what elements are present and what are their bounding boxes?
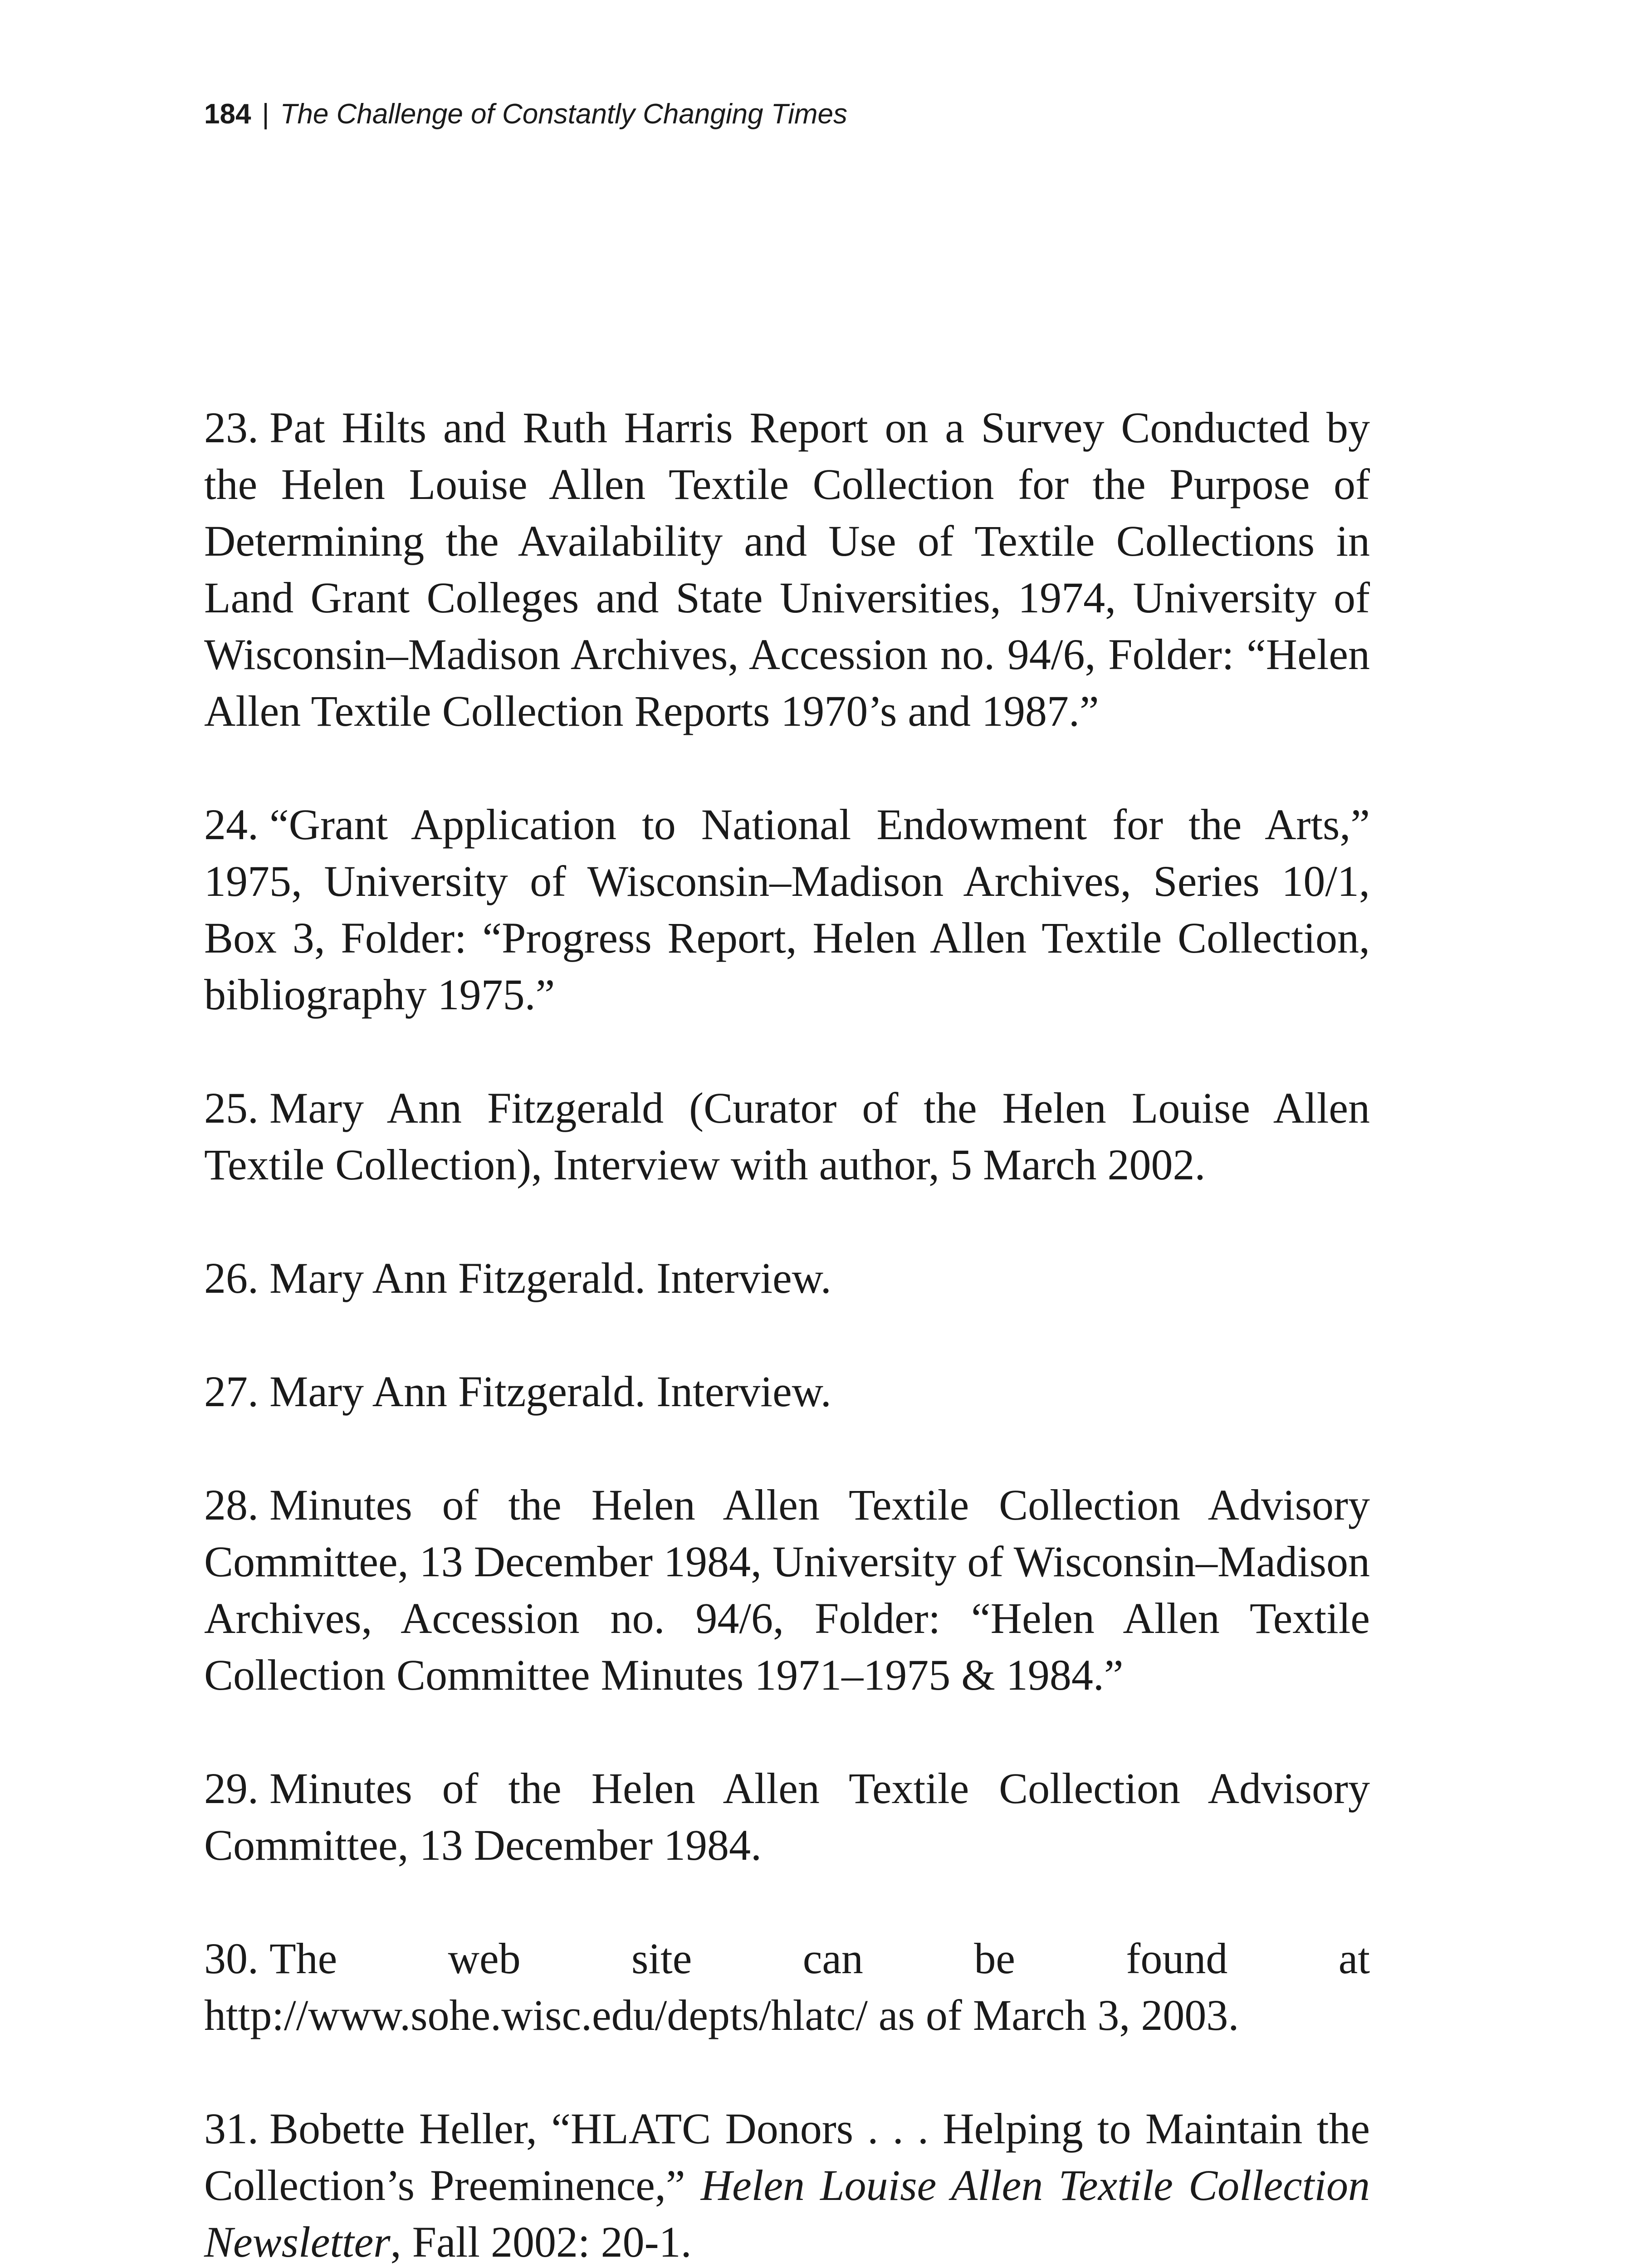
endnote-25 bbox=[204, 1080, 1370, 1193]
endnotes-list bbox=[204, 399, 1370, 2268]
endnote-30 bbox=[204, 1930, 1370, 2043]
endnote-28 bbox=[204, 1476, 1370, 1703]
endnote-number: 24. bbox=[204, 800, 259, 849]
running-head bbox=[204, 96, 847, 132]
journal-title: Helen Louise Allen Textile Collection Newsletter bbox=[204, 2161, 1370, 2266]
endnote-29 bbox=[204, 1760, 1370, 1873]
endnote-number: 26. bbox=[204, 1254, 259, 1302]
endnote-text: Mary Ann Fitzgerald (Curator of the Helen Louise Allen Textile Collection), Interview with author, 5 March 2002. bbox=[204, 1084, 1370, 1189]
endnote-number: 30. bbox=[204, 1934, 259, 1983]
endnote-27 bbox=[204, 1363, 1370, 1420]
endnote-number: 23. bbox=[204, 403, 259, 452]
endnote-number: 29. bbox=[204, 1764, 259, 1813]
endnote-text: Pat Hilts and Ruth Harris Report on a Survey Conducted by the Helen Louise Allen Textile Collection for the Purpose of Determining the Availability and Use of Textile Collections in Land Grant Colleges and State Universities, 1974, University of Wisconsin–Madison Archives, Accession no. 94/6, Folder: “Helen Allen Textile Collection Reports 1970’s and 1987.” bbox=[204, 403, 1370, 735]
endnote-31 bbox=[204, 2100, 1370, 2268]
endnote-number: 28. bbox=[204, 1481, 259, 1529]
endnote-number: 31. bbox=[204, 2104, 259, 2153]
endnote-number: 27. bbox=[204, 1367, 259, 1416]
endnote-23 bbox=[204, 399, 1370, 739]
endnote-number: 25. bbox=[204, 1084, 259, 1132]
running-title: The Challenge of Constantly Changing Times bbox=[280, 98, 848, 130]
endnote-24 bbox=[204, 796, 1370, 1023]
endnote-text: Minutes of the Helen Allen Textile Collection Advisory Committee, 13 December 1984. bbox=[204, 1764, 1370, 1869]
header-separator: | bbox=[262, 98, 269, 130]
endnote-26 bbox=[204, 1250, 1370, 1306]
page-number: 184 bbox=[204, 98, 251, 130]
endnote-text: Bobette Heller, “HLATC Donors . . . Helping to Maintain the Collection’s Preeminence,” bbox=[204, 2104, 1370, 2209]
endnote-text: The web site can be found at http://www.sohe.wisc.edu/depts/hlatc/ as of March 3, 2003. bbox=[204, 1934, 1370, 2039]
endnote-text-tail: , Fall 2002: 20-1. bbox=[390, 2218, 692, 2266]
endnote-text: Mary Ann Fitzgerald. Interview. bbox=[269, 1367, 831, 1416]
endnote-text: Mary Ann Fitzgerald. Interview. bbox=[269, 1254, 831, 1302]
endnote-text: Minutes of the Helen Allen Textile Collection Advisory Committee, 13 December 1984, University of Wisconsin–Madison Archives, Accession no. 94/6, Folder: “Helen Allen Textile Collection Committee Minutes 1971–1975 & 1984.” bbox=[204, 1481, 1370, 1699]
endnote-text: “Grant Application to National Endowment for the Arts,” 1975, University of Wisconsin–Madison Archives, Series 10/1, Box 3, Folder: “Progress Report, Helen Allen Textile Collection, bibliography 1975.” bbox=[204, 800, 1370, 1019]
